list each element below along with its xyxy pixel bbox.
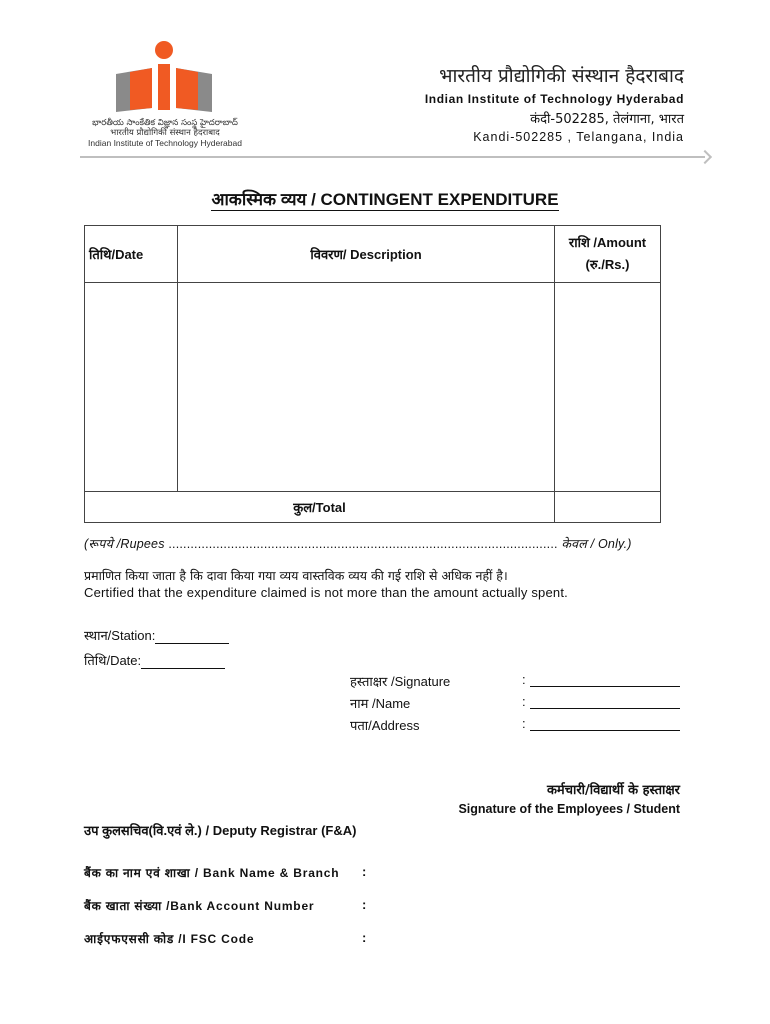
station-field: स्थान/Station:	[84, 626, 229, 644]
institute-name-english: Indian Institute of Technology Hyderabad	[424, 92, 684, 106]
certification-english: Certified that the expenditure claimed is not more than the amount actually spent.	[84, 585, 568, 600]
date-field: तिथि/Date:	[84, 651, 225, 669]
rupees-in-words-line: (रूपये /Rupees .......................................................................................................... केवल / Only.)	[84, 537, 632, 551]
address-hindi: कंदी-502285, तेलंगाना, भारत	[530, 112, 684, 127]
total-label: कुल/Total	[85, 492, 555, 523]
deputy-registrar-label: उप कुलसचिव(वि.एवं ले.) / Deputy Registrar (F&A)	[84, 823, 357, 838]
name-label: नाम /Name	[350, 696, 411, 711]
signature-label: हस्ताक्षर /Signature	[350, 674, 451, 689]
date-cell[interactable]	[85, 283, 178, 492]
address-field: :	[522, 716, 680, 731]
station-input-line[interactable]	[155, 629, 229, 644]
institute-header	[425, 62, 684, 144]
address-label: पता/Address	[350, 718, 420, 733]
header-divider	[80, 156, 705, 158]
header-divider-tick	[698, 150, 712, 164]
amount-cell[interactable]	[555, 283, 661, 492]
bank-name-branch-field[interactable]: :	[362, 864, 367, 879]
address-input-line[interactable]	[530, 717, 680, 731]
ifsc-code-label: आईएफएससी कोड /I FSC Code	[84, 932, 255, 946]
bank-name-branch-label: बैंक का नाम एवं शाखा / Bank Name & Branch	[84, 866, 340, 880]
employee-signature-hindi: कर्मचारी/विद्यार्थी के हस्ताक्षर	[546, 783, 680, 798]
institute-name-hindi: भारतीय प्रौद्योगिकी संस्थान हैदराबाद	[439, 65, 684, 87]
total-amount-cell[interactable]	[555, 492, 661, 523]
bank-account-field[interactable]: :	[362, 897, 367, 912]
rupees-in-words-field[interactable]: ..........................................................................................................	[168, 537, 558, 551]
ifsc-code-field[interactable]: :	[362, 930, 367, 945]
logo-line-telugu: భారతీయ సాంకేతిక విజ్ఞాన సంస్థ హైదరాబాద్	[92, 118, 238, 128]
bank-account-label: बैंक खाता संख्या /Bank Account Number	[84, 899, 315, 913]
table-header-row	[85, 226, 661, 283]
date-input-line[interactable]	[141, 654, 225, 669]
signature-input-line[interactable]	[530, 673, 680, 687]
employee-signature-english: Signature of the Employees / Student	[458, 802, 680, 816]
name-field: :	[522, 694, 680, 709]
logo-line-hindi: भारतीय प्रौद्योगिकी संस्थान हैदराबाद	[110, 128, 220, 138]
description-cell[interactable]	[178, 283, 555, 492]
form-title: आकस्मिक व्यय / CONTINGENT EXPENDITURE	[211, 190, 559, 209]
table-entry-row	[85, 283, 661, 492]
column-header-amount: राशि /Amount (रु./Rs.)	[555, 226, 661, 283]
logo-text	[80, 118, 250, 148]
signature-field: :	[522, 672, 680, 687]
logo-line-english: Indian Institute of Technology Hyderabad	[88, 138, 242, 148]
expenditure-table	[84, 225, 661, 523]
table-total-row	[85, 492, 661, 523]
column-header-date: तिथि/Date	[85, 226, 178, 283]
address-english: Kandi-502285 , Telangana, India	[473, 130, 684, 144]
column-header-description: विवरण/ Description	[178, 226, 555, 283]
name-input-line[interactable]	[530, 695, 680, 709]
certification-hindi: प्रमाणित किया जाता है कि दावा किया गया व्यय वास्तविक व्यय की गई राशि से अधिक नहीं है।	[84, 568, 508, 583]
iith-logo	[80, 38, 240, 118]
